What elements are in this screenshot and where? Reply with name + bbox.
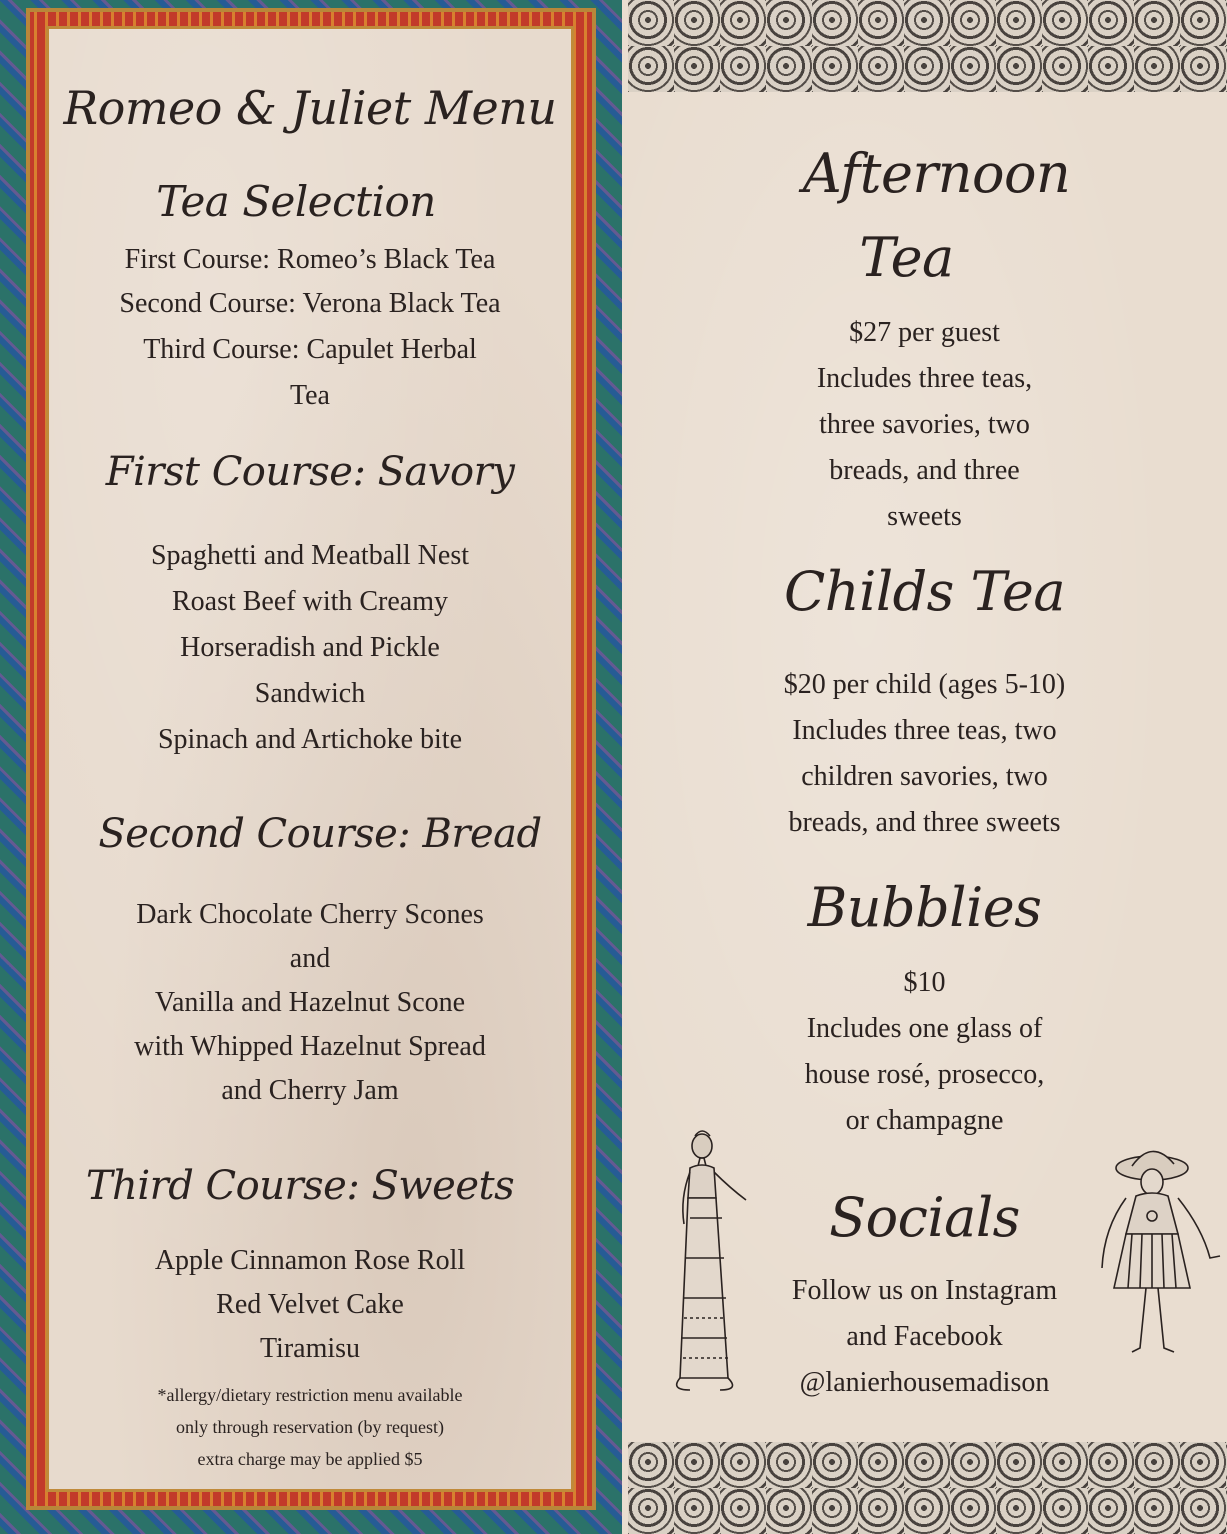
list-item: and	[289, 943, 331, 974]
detail-line: Includes one glass of	[806, 1013, 1043, 1044]
list-item: Spaghetti and Meatball Nest	[150, 540, 470, 571]
detail-line: children savories, two	[801, 761, 1048, 792]
heading-line: Tea	[859, 226, 954, 289]
left-menu-panel	[46, 26, 574, 1492]
list-item: Third Course: Capulet Herbal	[143, 334, 477, 365]
damask-border-bottom	[628, 1442, 1227, 1534]
socials-heading: Socials	[829, 1186, 1020, 1249]
detail-line: $20 per child (ages 5-10)	[783, 669, 1066, 700]
bread-list	[49, 893, 571, 1113]
list-item: Vanilla and Hazelnut Scone	[154, 987, 466, 1018]
damask-border-top	[628, 0, 1227, 92]
list-item: Tea	[289, 380, 330, 411]
sweets-list	[49, 1239, 571, 1371]
detail-line: Includes three teas,	[816, 363, 1033, 394]
afternoon-tea-details	[622, 310, 1227, 540]
list-item: First Course: Romeo’s Black Tea	[124, 244, 496, 275]
detail-line: breads, and three	[829, 455, 1020, 486]
bubblies-heading: Bubblies	[807, 876, 1042, 939]
allergy-note	[49, 1379, 571, 1475]
list-item: Red Velvet Cake	[216, 1289, 404, 1320]
menu-title: Romeo & Juliet Menu	[63, 81, 557, 135]
lady-figure-illustration	[650, 1128, 760, 1398]
detail-line: Follow us on Instagram	[791, 1275, 1058, 1306]
detail-line: breads, and three sweets	[788, 807, 1061, 838]
bread-heading: Second Course: Bread	[98, 811, 542, 857]
detail-line: $27 per guest	[849, 317, 1000, 348]
bubblies-details	[622, 960, 1227, 1144]
list-item: Dark Chocolate Cherry Scones	[136, 899, 484, 930]
list-item: Second Course: Verona Black Tea	[119, 288, 501, 319]
detail-line: sweets	[887, 501, 962, 532]
detail-line: @lanierhousemadison	[799, 1367, 1050, 1398]
note-line: only through reservation (by request)	[176, 1417, 444, 1437]
list-item: and Cherry Jam	[221, 1075, 399, 1106]
childs-tea-details	[622, 662, 1227, 846]
nobleman-figure-illustration	[1092, 1138, 1222, 1368]
note-line: *allergy/dietary restriction menu available	[157, 1385, 463, 1405]
list-item: Horseradish and Pickle	[180, 632, 440, 663]
heading-line: Afternoon	[802, 142, 1071, 205]
list-item: Tiramisu	[259, 1333, 361, 1364]
childs-tea-heading: Childs Tea	[783, 560, 1066, 623]
list-item: Spinach and Artichoke bite	[157, 724, 463, 755]
detail-line: house rosé, prosecco,	[804, 1059, 1045, 1090]
afternoon-tea-heading	[634, 132, 1227, 300]
note-line: extra charge may be applied $5	[197, 1449, 423, 1469]
list-item: Roast Beef with Creamy	[171, 586, 449, 617]
list-item: with Whipped Hazelnut Spread	[134, 1031, 486, 1062]
savory-heading: First Course: Savory	[105, 449, 515, 495]
tea-selection-list	[49, 237, 571, 419]
detail-line: Includes three teas, two	[792, 715, 1057, 746]
savory-list	[49, 533, 571, 763]
list-item: Sandwich	[254, 678, 366, 709]
detail-line: three savories, two	[819, 409, 1030, 440]
detail-line: or champagne	[845, 1105, 1004, 1136]
tea-selection-heading: Tea Selection	[156, 177, 436, 226]
detail-line: and Facebook	[846, 1321, 1003, 1352]
detail-line: $10	[903, 967, 946, 998]
list-item: Apple Cinnamon Rose Roll	[154, 1245, 466, 1276]
sweets-heading: Third Course: Sweets	[85, 1163, 515, 1209]
